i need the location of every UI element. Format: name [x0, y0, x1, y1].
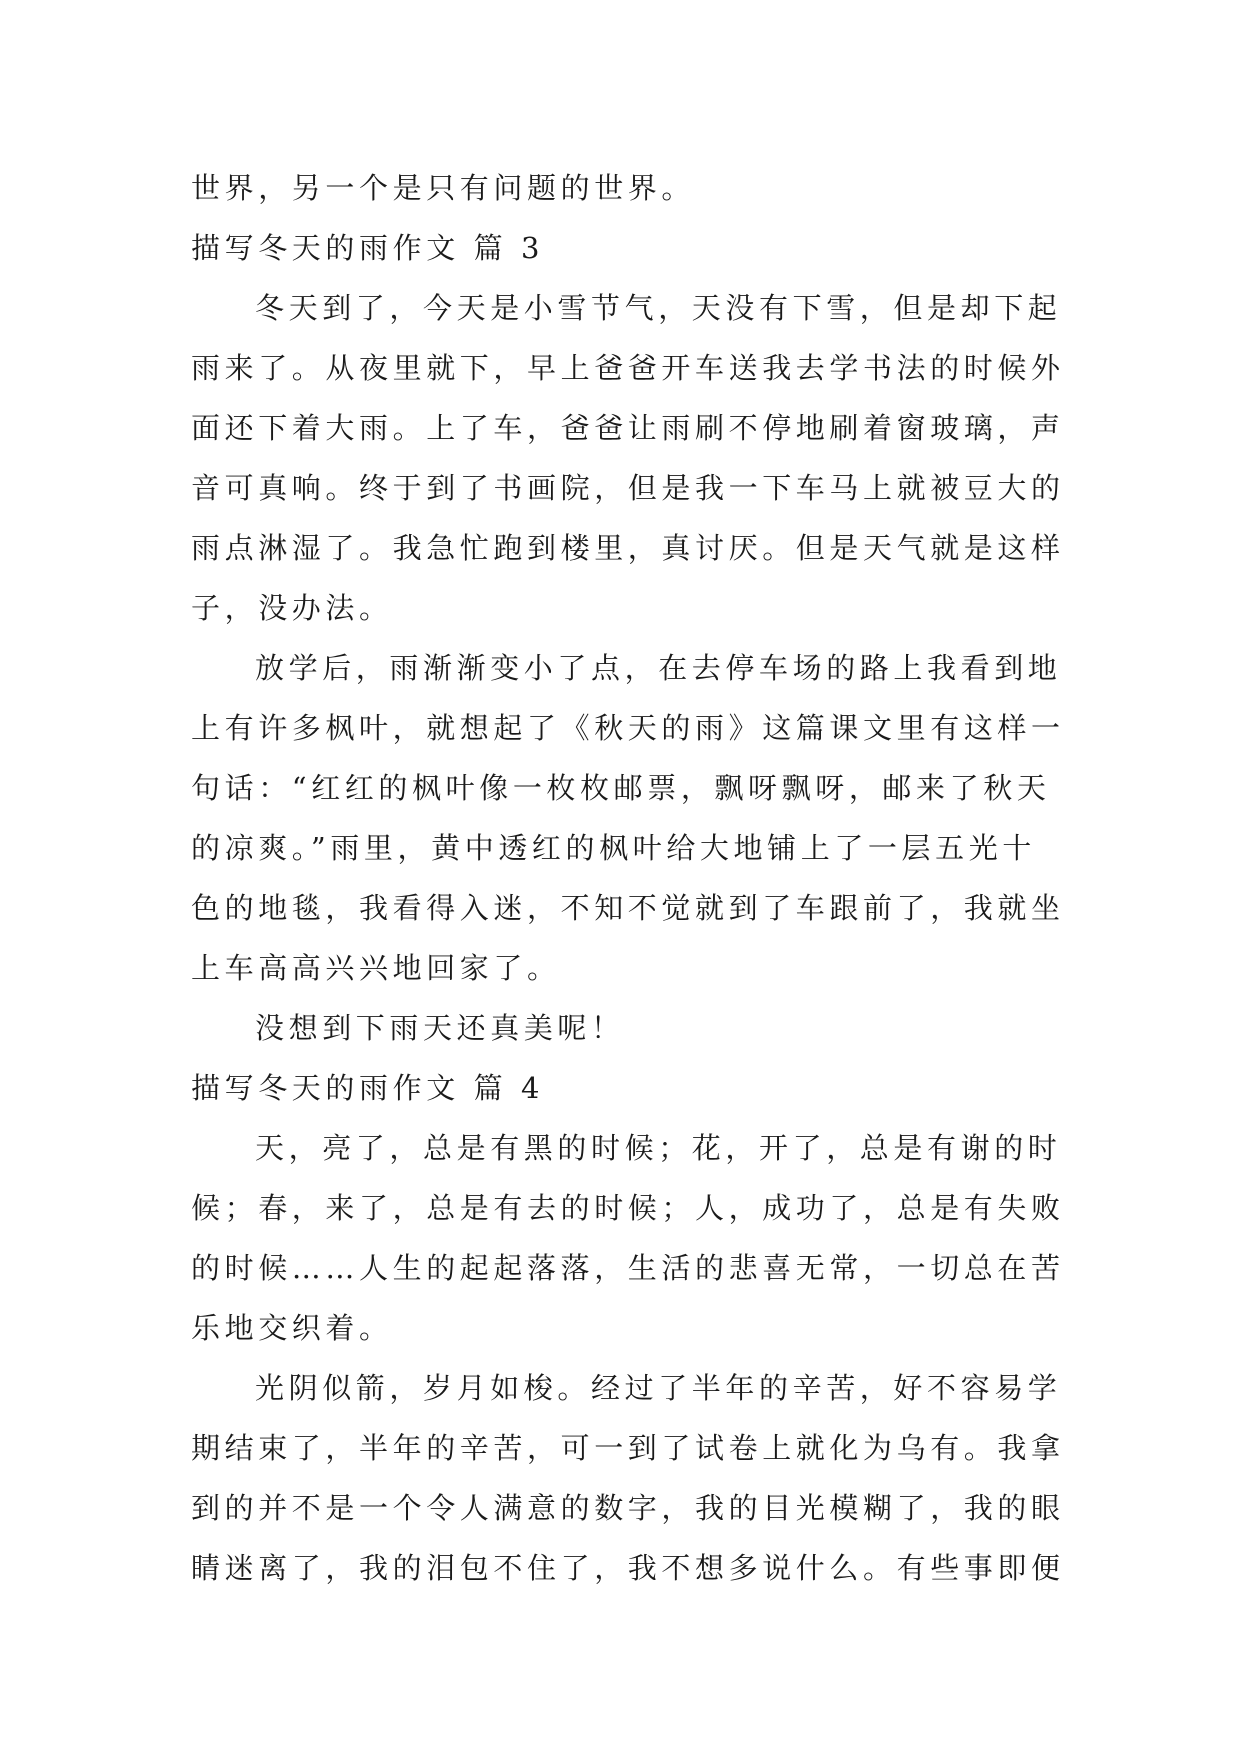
text-line: 光阴似箭，岁月如梭。经过了半年的辛苦，好不容易学	[255, 1371, 1062, 1405]
text-line: 冬天到了，今天是小雪节气，天没有下雪，但是却下起	[255, 291, 1062, 325]
text-line: 的时候……人生的起起落落，生活的悲喜无常，一切总在苦	[191, 1251, 1065, 1285]
section-heading: 描写冬天的雨作文 篇 3	[191, 231, 545, 265]
text-line: 睛迷离了，我的泪包不住了，我不想多说什么。有些事即便	[191, 1551, 1065, 1585]
section-heading: 描写冬天的雨作文 篇 4	[191, 1071, 545, 1105]
text-line: 到的并不是一个令人满意的数字，我的目光模糊了，我的眼	[191, 1491, 1065, 1525]
text-line: 乐地交织着。	[191, 1311, 393, 1345]
text-line: 天，亮了，总是有黑的时候；花，开了，总是有谢的时	[255, 1131, 1062, 1165]
text-line: 放学后，雨渐渐变小了点，在去停车场的路上我看到地	[255, 651, 1062, 685]
text-line: 音可真响。终于到了书画院，但是我一下车马上就被豆大的	[191, 471, 1065, 505]
text-line: 上车高高兴兴地回家了。	[191, 951, 561, 985]
text-line: 候；春，来了，总是有去的时候；人，成功了，总是有失败	[191, 1191, 1065, 1225]
text-line: 期结束了，半年的辛苦，可一到了试卷上就化为乌有。我拿	[191, 1431, 1065, 1465]
text-line: 面还下着大雨。上了车，爸爸让雨刷不停地刷着窗玻璃，声	[191, 411, 1065, 445]
text-line: 没想到下雨天还真美呢！	[255, 1011, 625, 1045]
text-line: 上有许多枫叶，就想起了《秋天的雨》这篇课文里有这样一	[191, 711, 1065, 745]
text-line: 色的地毯，我看得入迷，不知不觉就到了车跟前了，我就坐	[191, 891, 1065, 925]
text-line: 雨点淋湿了。我急忙跑到楼里，真讨厌。但是天气就是这样	[191, 531, 1065, 565]
text-line: 的凉爽。”雨里，黄中透红的枫叶给大地铺上了一层五光十	[191, 831, 1036, 865]
text-line: 世界，另一个是只有问题的世界。	[191, 171, 696, 205]
text-line: 雨来了。从夜里就下，早上爸爸开车送我去学书法的时候外	[191, 351, 1065, 385]
text-line: 子，没办法。	[191, 591, 393, 625]
text-line: 句话：“红红的枫叶像一枚枚邮票，飘呀飘呀，邮来了秋天	[191, 771, 1051, 805]
